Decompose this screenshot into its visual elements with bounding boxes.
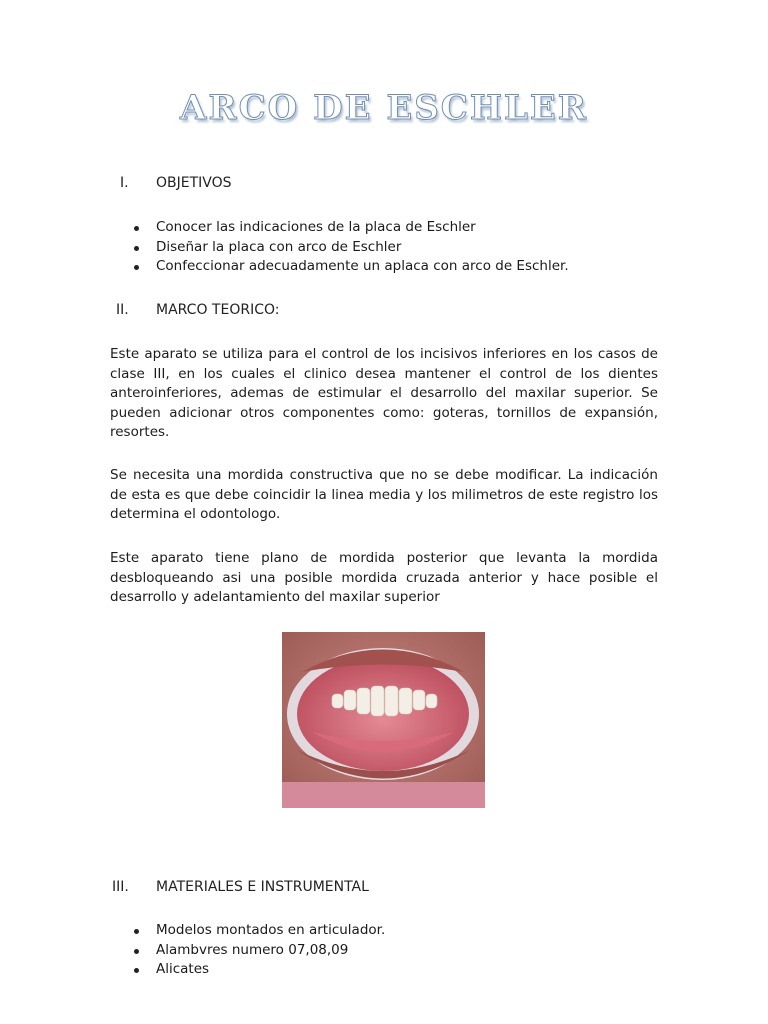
list-item: Alambvres numero 07,08,09 xyxy=(132,941,385,961)
list-item: Diseñar la placa con arco de Eschler xyxy=(132,238,569,258)
materiales-list xyxy=(132,921,385,980)
list-item: Modelos montados en articulador. xyxy=(132,921,385,941)
list-item: Conocer las indicaciones de la placa de Eschler xyxy=(132,218,569,238)
objetivos-list xyxy=(132,218,569,277)
document-title: ARCO DE ESCHLER xyxy=(179,88,589,128)
section-number: III. xyxy=(112,879,129,895)
section-number: I. xyxy=(120,175,129,191)
clinical-photo-mouth xyxy=(282,632,485,808)
section-title: MATERIALES E INSTRUMENTAL xyxy=(156,879,369,895)
section-number: II. xyxy=(116,302,129,318)
section-title: OBJETIVOS xyxy=(156,175,232,191)
paragraph: Este aparato tiene plano de mordida posterior que levanta la mordida desbloqueando asi una posible mordida cruzada anterior y hace posible el desarrollo y adelantamiento del maxilar superior xyxy=(110,550,658,605)
section-title: MARCO TEORICO: xyxy=(156,302,280,318)
paragraph: Este aparato se utiliza para el control de los incisivos inferiores en los casos de clase III, en los cuales el clinico desea mantener el control de los dientes anteroinferiores, ademas de estimular el desarrollo del maxilar superior. Se pueden adicionar otros componentes como: goteras, tornillos de expansión, resortes. xyxy=(110,346,658,440)
list-item: Confeccionar adecuadamente un aplaca con arco de Eschler. xyxy=(132,257,569,277)
paragraph: Se necesita una mordida constructiva que no se debe modificar. La indicación de esta es que debe coincidir la linea media y los milimetros de este registro los determina el odontologo. xyxy=(110,467,658,522)
list-item: Alicates xyxy=(132,960,385,980)
